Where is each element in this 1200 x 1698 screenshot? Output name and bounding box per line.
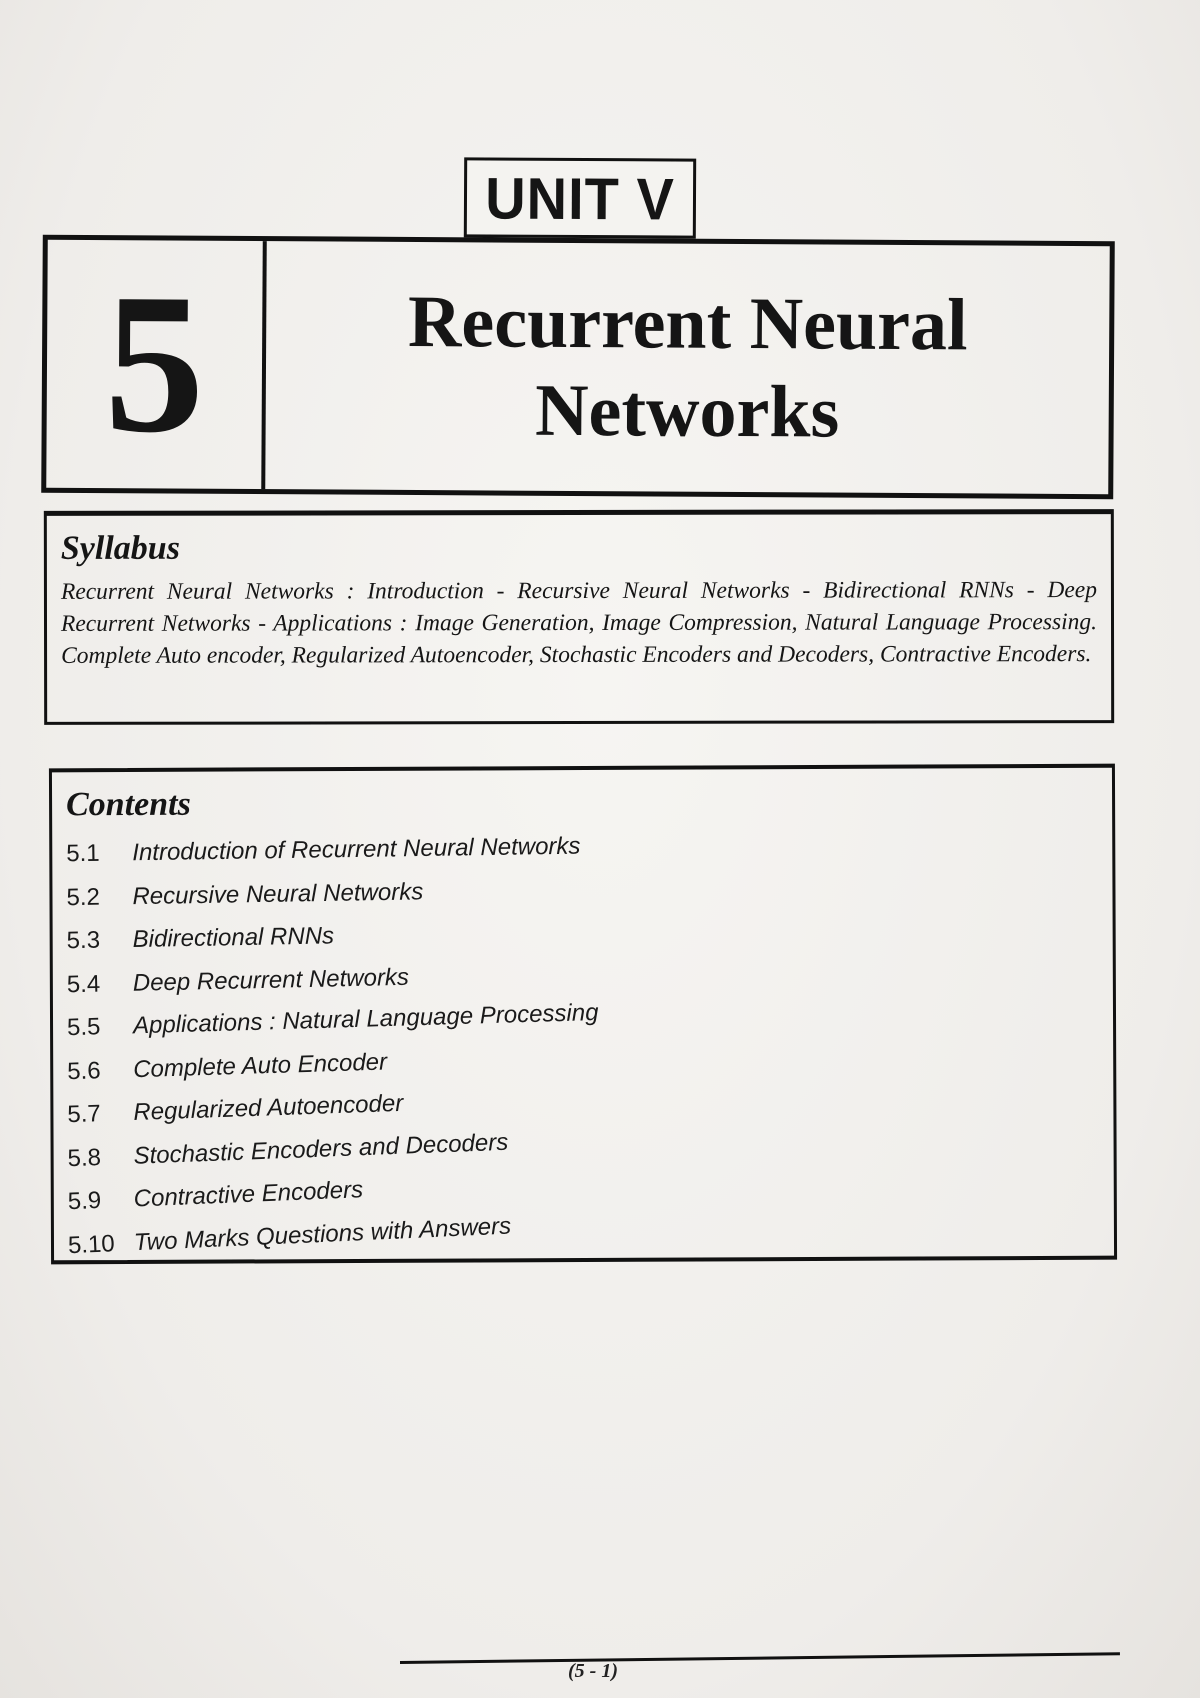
unit-label-text: UNIT V: [485, 164, 675, 232]
toc-title: Recursive Neural Networks: [132, 877, 424, 910]
toc-number: 5.8: [67, 1143, 102, 1172]
toc-title: Deep Recurrent Networks: [132, 963, 410, 997]
toc-number: 5.4: [66, 969, 101, 998]
syllabus-heading: Syllabus: [60, 529, 180, 567]
toc-number: 5.7: [66, 1099, 102, 1128]
chapter-title-line-2: Networks: [534, 369, 840, 454]
toc-title: Complete Auto Encoder: [132, 1047, 388, 1083]
contents-section: [49, 764, 1117, 1265]
toc-title: Introduction of Recurrent Neural Networks: [132, 832, 581, 867]
unit-label: [464, 157, 696, 238]
syllabus-text: Recurrent Neural Networks : Introduction - Recursive Neural Networks - Bidirectional RNNs - Deep Recurrent Networks - Applications : Image Generation, Image Compression, Natural Language Processing. Complete Auto encoder, Regularized Autoencoder, Stochastic Encoders and Decoders, Contractive Encoders.: [60, 577, 1098, 669]
toc-number: 5.9: [67, 1186, 102, 1215]
footer-divider: [400, 1652, 1120, 1664]
syllabus-section: [44, 509, 1114, 725]
toc-title: Stochastic Encoders and Decoders: [133, 1127, 509, 1170]
toc-number: 5.1: [66, 839, 100, 868]
toc-title: Contractive Encoders: [133, 1175, 364, 1213]
contents-heading: Contents: [66, 785, 191, 824]
contents-list: [66, 828, 1096, 1267]
toc-number: 5.5: [66, 1013, 101, 1041]
toc-title: Bidirectional RNNs: [132, 922, 335, 953]
chapter-header: [41, 235, 1115, 500]
toc-title: Applications : Natural Language Processing: [132, 998, 599, 1040]
toc-number: 5.10: [67, 1229, 116, 1259]
chapter-title: [265, 241, 1109, 494]
toc-number: 5.6: [66, 1056, 102, 1085]
chapter-title-line-1: Recurrent Neural: [407, 280, 968, 367]
chapter-number: 5: [46, 240, 267, 489]
toc-number: 5.2: [66, 882, 101, 911]
toc-number: 5.3: [66, 926, 101, 954]
toc-title: Regularized Autoencoder: [132, 1089, 404, 1126]
toc-title: Two Marks Questions with Answers: [133, 1211, 512, 1256]
page-number: (5 - 1): [568, 1660, 618, 1682]
